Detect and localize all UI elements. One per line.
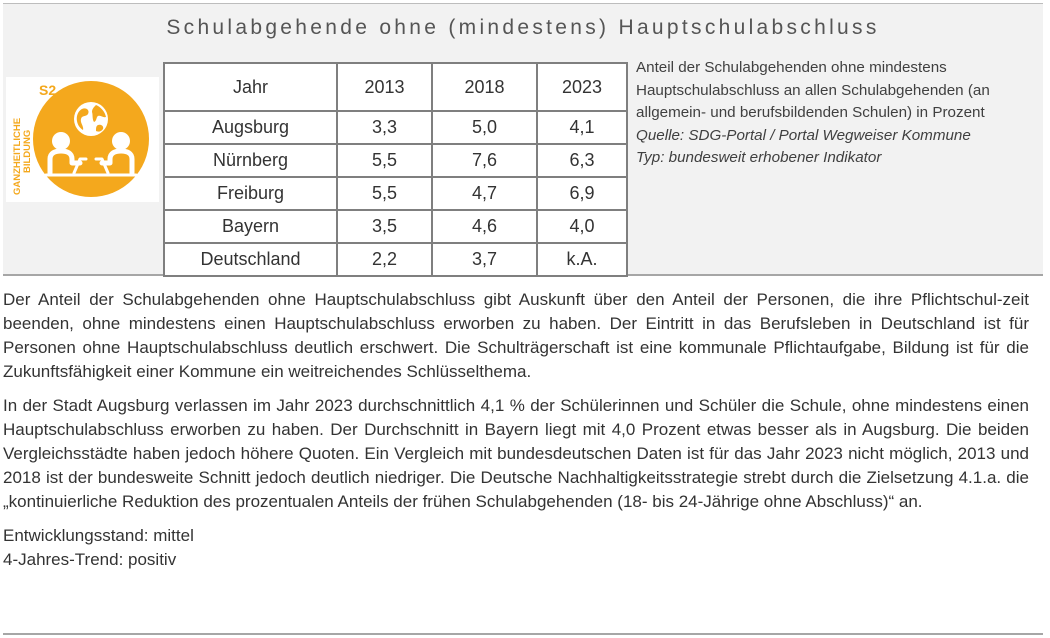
row-label: Freiburg	[164, 177, 337, 210]
table-row	[164, 111, 627, 144]
table-row	[164, 210, 627, 243]
table-row	[164, 243, 627, 276]
indicator-description	[636, 57, 1036, 170]
description-line: Anteil der Schulabgehenden ohne mindestens	[636, 59, 947, 76]
table-cell: 3,3	[337, 111, 432, 144]
table-row	[164, 177, 627, 210]
table-cell: k.A.	[537, 243, 627, 276]
table-cell: 7,6	[432, 144, 537, 177]
data-table	[163, 62, 628, 277]
table-cell: 5,5	[337, 177, 432, 210]
sdg-education-icon	[6, 77, 159, 202]
logo-label-line1: GANZHEITLICHE	[12, 117, 23, 195]
page-title: Schulabgehende ohne (mindestens) Hauptschulabschluss	[166, 16, 880, 39]
body-text	[3, 288, 1029, 572]
row-label: Bayern	[164, 210, 337, 243]
row-label: Nürnberg	[164, 144, 337, 177]
header-cell: 2013	[337, 63, 432, 111]
table-cell: 3,7	[432, 243, 537, 276]
table-cell: 2,2	[337, 243, 432, 276]
header-cell: 2018	[432, 63, 537, 111]
bottom-divider	[3, 633, 1043, 635]
table-cell: 6,9	[537, 177, 627, 210]
paragraph: In der Stadt Augsburg verlassen im Jahr 2023 durchschnittlich 4,1 % der Schülerinnen und Schüler die Schule, ohne mindestens einen Hauptschulabschluss erworben zu haben. Der Durchschnitt in Bayern liegt mit 4,0 Prozent etwas besser als in Augsburg. Die beiden Vergleichsstädte haben jedoch höhere Quoten. Ein Vergleich mit bundesdeutschen Daten ist für das Jahr 2023 nicht möglich, 2013 und 2018 ist der bundesweite Schnitt jedoch deutlich niedriger. Die Deutsche Nachhaltigkeitsstrategie strebt durch die Zielsetzung 4.1.a. die „kontinuierliche Reduktion des prozentualen Anteils der frühen Schulabgehenden (18- bis 24-Jährige ohne Abschluss)“ an.	[3, 396, 1029, 511]
table-cell: 5,5	[337, 144, 432, 177]
table-cell: 4,1	[537, 111, 627, 144]
type-note: Typ: bundesweit erhobener Indikator	[636, 149, 882, 167]
table-header-row	[164, 63, 627, 111]
table-cell: 3,5	[337, 210, 432, 243]
description-line: allgemein- und berufsbildenden Schulen) in Prozent	[636, 104, 985, 122]
row-label: Deutschland	[164, 243, 337, 276]
description-line: Hauptschulabschluss an allen Schulabgehenden (an	[636, 81, 990, 99]
paragraph: Der Anteil der Schulabgehenden ohne Hauptschulabschluss gibt Auskunft über den Anteil der Personen, die ihre Pflichtschul-zeit beenden, ohne mindestens einen Hauptschulabschluss erworben zu haben. Der Eintritt in das Berufsleben in Deutschland ist für Personen ohne Hauptschulabschluss deutlich erschwert. Die Schulträgerschaft ist eine kommunale Pflichtaufgabe, Bildung ist für die Zukunftsfähigkeit einer Kommune ein weitreichendes Schlüsselthema.	[3, 290, 1029, 381]
table-cell: 5,0	[432, 111, 537, 144]
sdg-logo	[6, 77, 159, 202]
table-cell: 4,0	[537, 210, 627, 243]
logo-label-line2: BILDUNG	[22, 129, 33, 173]
source-note: Quelle: SDG-Portal / Portal Wegweiser Kommune	[636, 126, 971, 144]
row-label: Augsburg	[164, 111, 337, 144]
table-row	[164, 144, 627, 177]
logo-code: S2	[39, 82, 57, 98]
table-cell: 6,3	[537, 144, 627, 177]
table-cell: 4,6	[432, 210, 537, 243]
header-cell: 2023	[537, 63, 627, 111]
development-status: Entwicklungsstand: mittel	[3, 526, 194, 545]
trend-status: 4-Jahres-Trend: positiv	[3, 550, 177, 569]
table-cell: 4,7	[432, 177, 537, 210]
header-panel	[3, 3, 1043, 276]
header-cell: Jahr	[164, 63, 337, 111]
